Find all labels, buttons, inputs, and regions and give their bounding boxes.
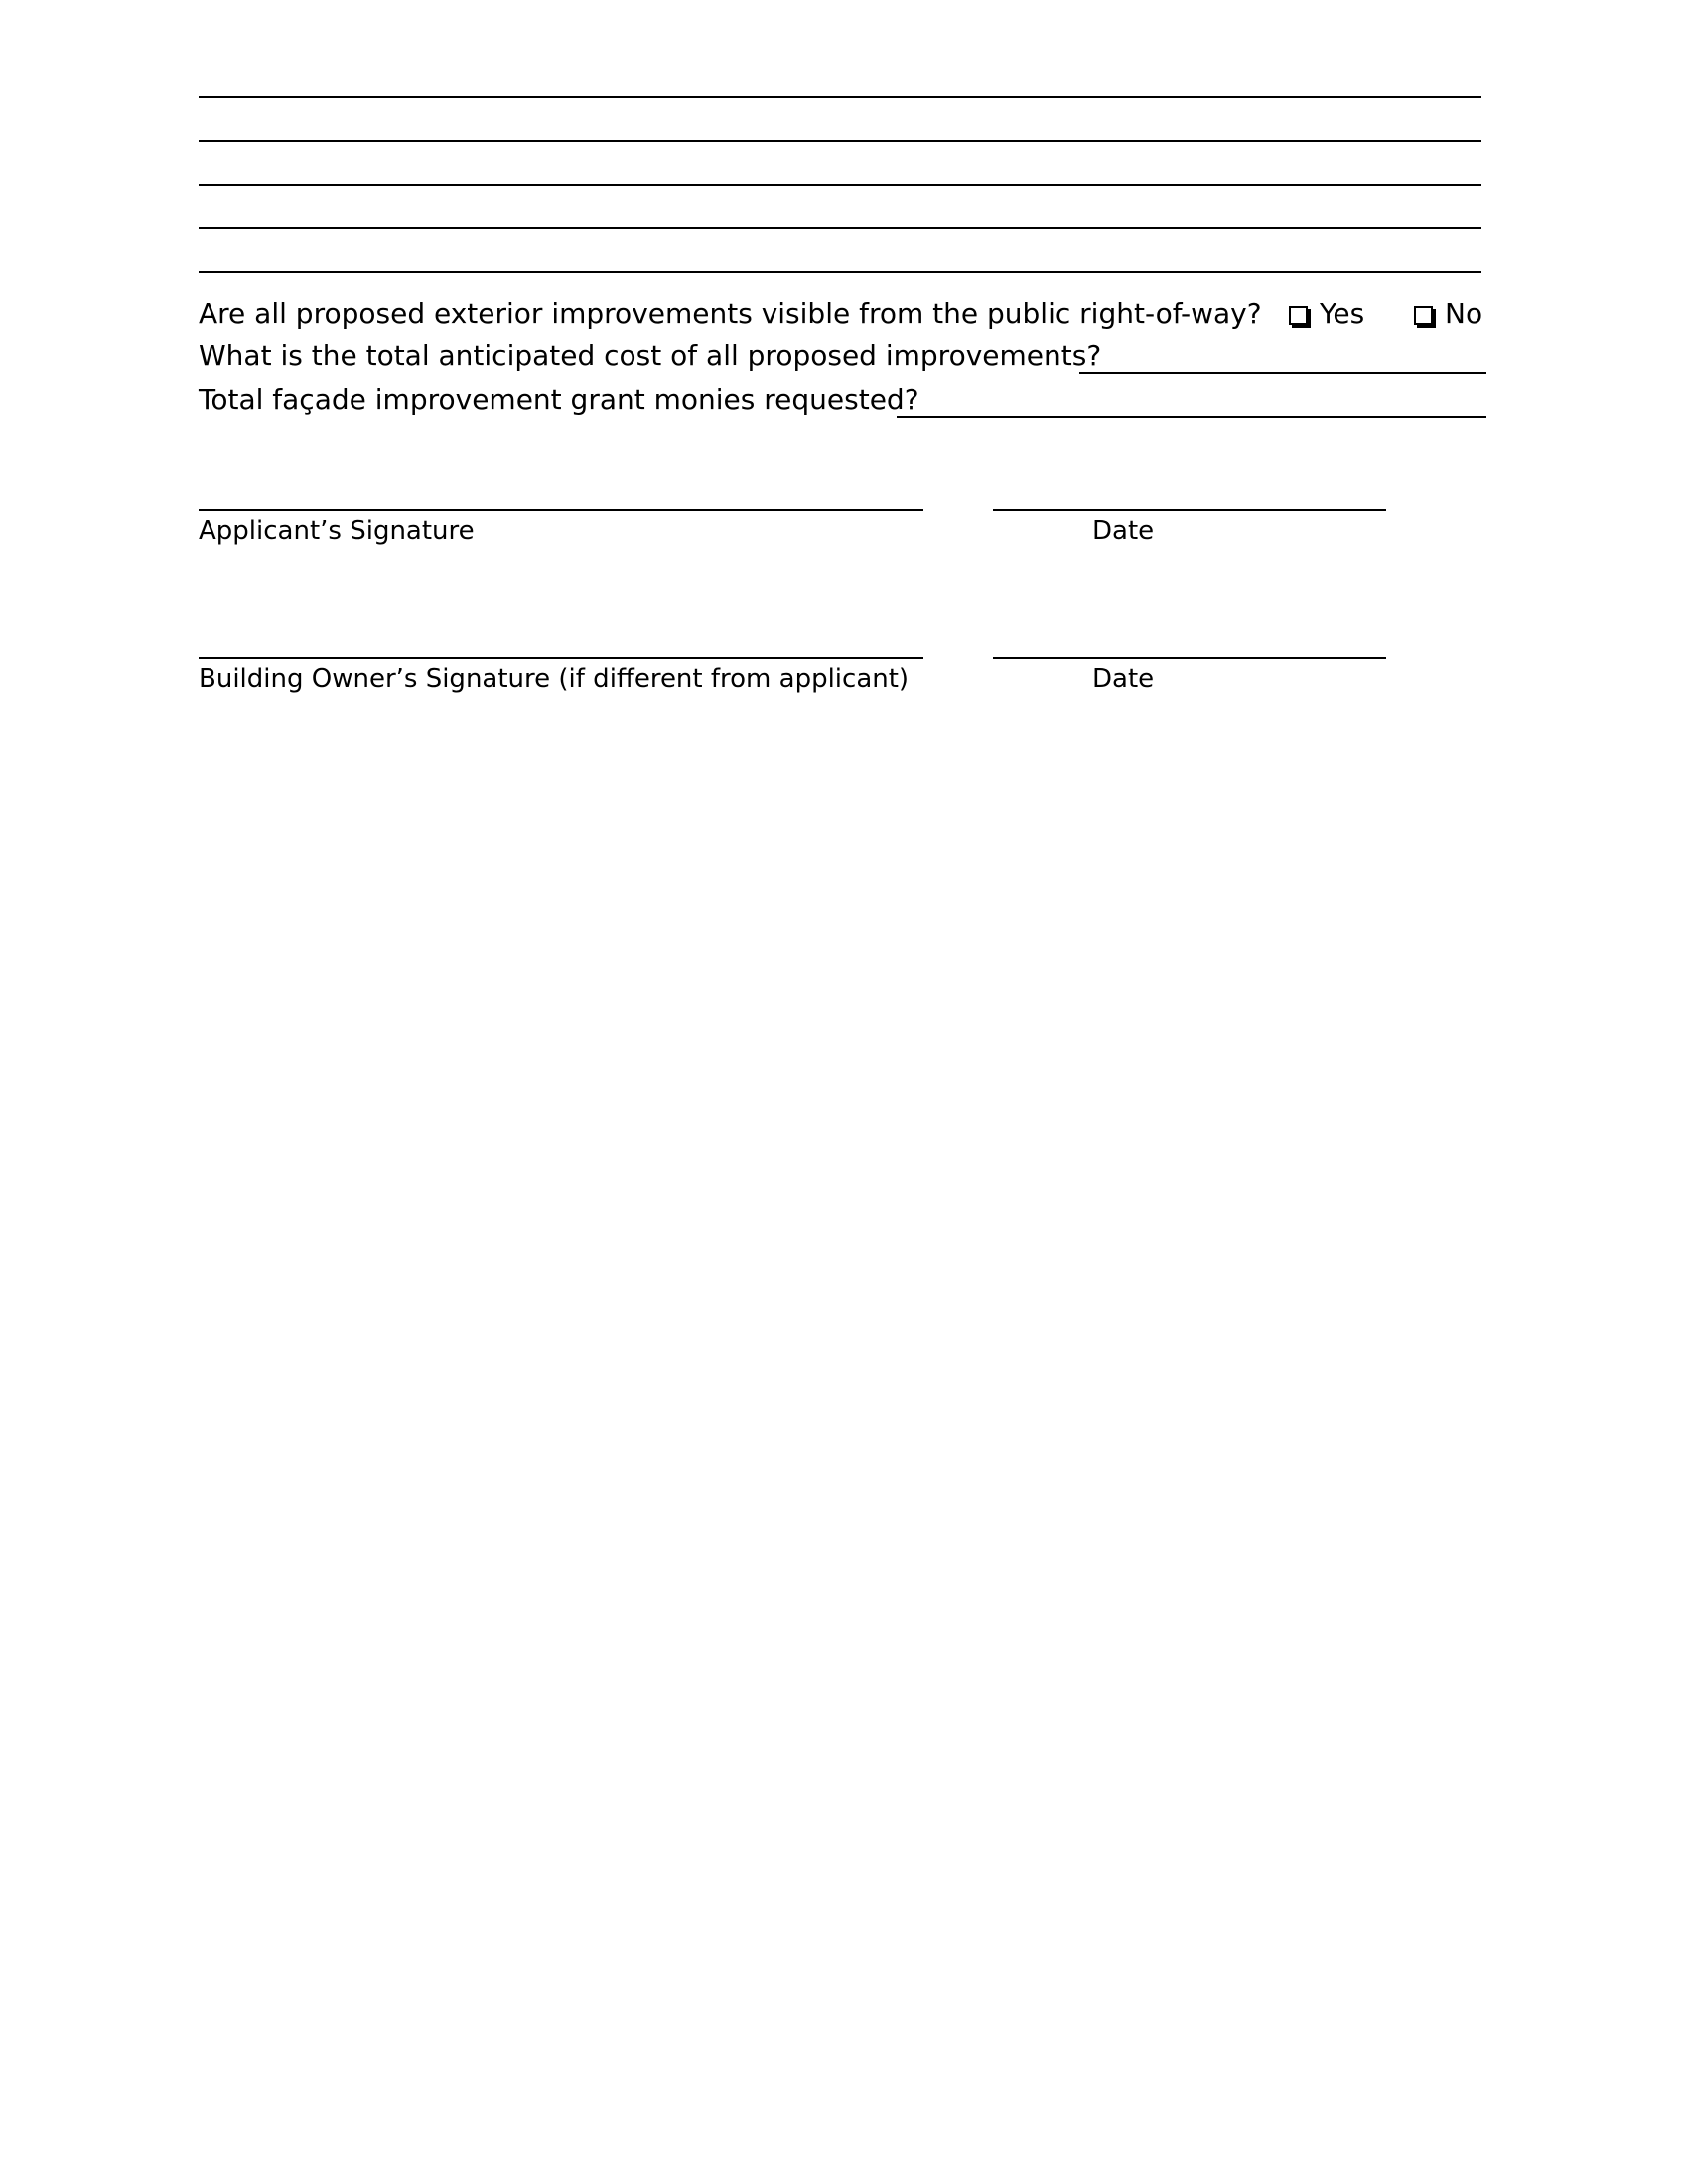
- yes-option[interactable]: [1289, 296, 1364, 332]
- grant-question-label: Total façade improvement grant monies requested?: [199, 383, 919, 416]
- no-label: No: [1445, 297, 1483, 330]
- owner-date-label: Date: [1092, 664, 1155, 694]
- owner-date-line[interactable]: [993, 657, 1386, 659]
- cost-answer-field[interactable]: [1079, 372, 1486, 374]
- applicant-signature-line[interactable]: [199, 509, 923, 511]
- description-line-4[interactable]: [199, 227, 1481, 229]
- applicant-signature-label: Applicant’s Signature: [199, 516, 475, 546]
- description-line-3[interactable]: [199, 184, 1481, 186]
- no-option[interactable]: [1414, 296, 1482, 332]
- owner-signature-label: Building Owner’s Signature (if different from applicant): [199, 664, 910, 694]
- description-line-1[interactable]: [199, 96, 1481, 98]
- applicant-date-label: Date: [1092, 516, 1155, 546]
- yes-checkbox[interactable]: [1289, 306, 1308, 325]
- cost-question-label: What is the total anticipated cost of all proposed improvements?: [199, 340, 1102, 372]
- description-line-2[interactable]: [199, 140, 1481, 142]
- applicant-date-line[interactable]: [993, 509, 1386, 511]
- owner-signature-line[interactable]: [199, 657, 923, 659]
- grant-answer-field[interactable]: [897, 416, 1486, 418]
- visible-question-label: Are all proposed exterior improvements visible from the public right-of-way?: [199, 297, 1262, 330]
- description-line-5[interactable]: [199, 271, 1481, 273]
- yes-label: Yes: [1320, 297, 1365, 330]
- no-checkbox[interactable]: [1414, 306, 1433, 325]
